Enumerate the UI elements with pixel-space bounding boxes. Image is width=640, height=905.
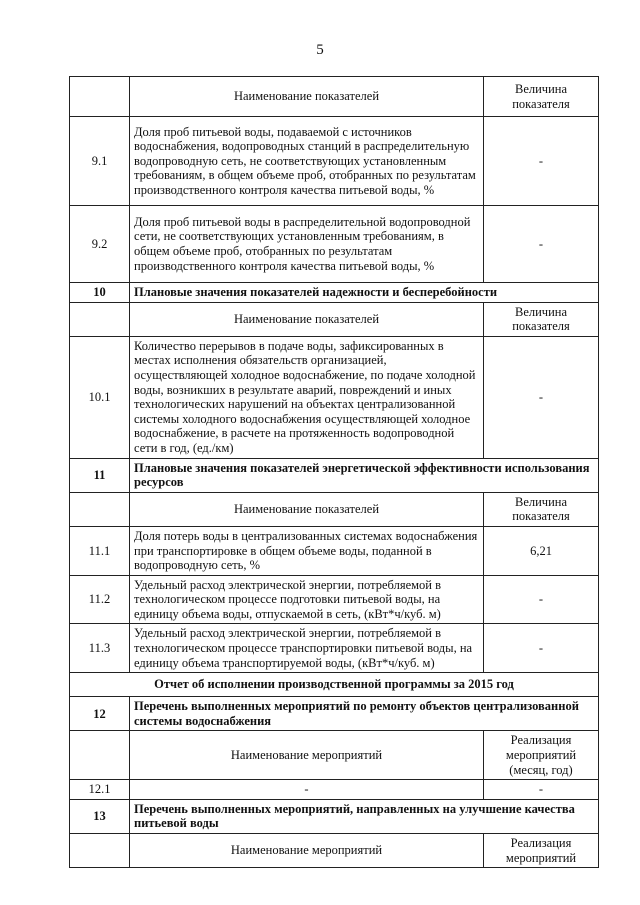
header-empty-cell: [70, 77, 130, 117]
table-header-row: [70, 492, 599, 526]
row-value: -: [484, 575, 599, 624]
indicators-table: [69, 76, 599, 868]
header-name-cell: Наименование показателей: [130, 492, 484, 526]
report-title-row: [70, 673, 599, 697]
row-number: 11.2: [70, 575, 130, 624]
row-description: -: [130, 780, 484, 800]
row-value: -: [484, 780, 599, 800]
table-header-row: [70, 77, 599, 117]
table-row: [70, 526, 599, 575]
row-value: -: [484, 336, 599, 458]
header-name-cell: Наименование мероприятий: [130, 731, 484, 780]
header-value-cell: Величина показателя: [484, 302, 599, 336]
table-header-row: [70, 302, 599, 336]
section-number: 10: [70, 283, 130, 303]
section-title: Плановые значения показателей энергетической эффективности использования ресурсов: [130, 458, 599, 492]
row-value: -: [484, 206, 599, 283]
table-row: [70, 780, 599, 800]
header-name-cell: Наименование показателей: [130, 77, 484, 117]
row-description: Доля проб питьевой воды в распределительной водопроводной сети, не соответствующих установленным требованиям, в общем объеме проб, отобранных по результатам производственного контроля качества питьевой воды, %: [130, 206, 484, 283]
section-title: Перечень выполненных мероприятий по ремонту объектов централизованной системы водоснабжения: [130, 697, 599, 731]
row-value: 6,21: [484, 526, 599, 575]
section-row: [70, 697, 599, 731]
header-name-cell: Наименование мероприятий: [130, 834, 484, 868]
section-title: Плановые значения показателей надежности и бесперебойности: [130, 283, 599, 303]
header-empty-cell: [70, 834, 130, 868]
table-header-row: [70, 834, 599, 868]
row-number: 9.1: [70, 117, 130, 206]
section-row: [70, 458, 599, 492]
row-number: 11.3: [70, 624, 130, 673]
table-row: [70, 336, 599, 458]
table-row: [70, 575, 599, 624]
table-row: [70, 624, 599, 673]
header-value-cell: Реализация мероприятий (месяц, год): [484, 731, 599, 780]
header-empty-cell: [70, 302, 130, 336]
section-number: 13: [70, 799, 130, 833]
table-row: [70, 206, 599, 283]
header-empty-cell: [70, 731, 130, 780]
row-number: 12.1: [70, 780, 130, 800]
row-description: Доля потерь воды в централизованных системах водоснабжения при транспортировке в общем объеме воды, поданной в водопроводную сеть, %: [130, 526, 484, 575]
header-value-cell: Величина показателя: [484, 492, 599, 526]
page-number: 5: [316, 42, 324, 58]
section-title: Перечень выполненных мероприятий, направленных на улучшение качества питьевой воды: [130, 799, 599, 833]
section-number: 12: [70, 697, 130, 731]
row-description: Удельный расход электрической энергии, потребляемой в технологическом процессе подготовки питьевой воды, на единицу объема воды, отпускаемой в сеть, (кВт*ч/куб. м): [130, 575, 484, 624]
row-number: 10.1: [70, 336, 130, 458]
section-number: 11: [70, 458, 130, 492]
row-description: Количество перерывов в подаче воды, зафиксированных в местах исполнения обязательств организацией, осуществляющей холодное водоснабжение, по подаче холодной воды, возникших в результате аварий, повреждений и иных технологических нарушений на объектах централизованной системы холодного водоснабжения осуществляющей холодное водоснабжение, в расчете на протяженность водопроводной сети в год, (ед./км): [130, 336, 484, 458]
header-value-cell: Величина показателя: [484, 77, 599, 117]
header-value-cell: Реализация мероприятий: [484, 834, 599, 868]
row-value: -: [484, 624, 599, 673]
row-number: 11.1: [70, 526, 130, 575]
section-row: [70, 283, 599, 303]
report-title: Отчет об исполнении производственной программы за 2015 год: [70, 673, 599, 697]
row-number: 9.2: [70, 206, 130, 283]
row-description: Удельный расход электрической энергии, потребляемой в технологическом процессе транспортировки питьевой воды, на единицу объема транспортируемой воды, (кВт*ч/куб. м): [130, 624, 484, 673]
table-header-row: [70, 731, 599, 780]
row-description: Доля проб питьевой воды, подаваемой с источников водоснабжения, водопроводных станций в распределительную водопроводную сеть, не соответствующих установленным требованиям, в общем объеме проб, отобранных по результатам производственного контроля качества питьевой воды, %: [130, 117, 484, 206]
header-name-cell: Наименование показателей: [130, 302, 484, 336]
header-empty-cell: [70, 492, 130, 526]
row-value: -: [484, 117, 599, 206]
table-row: [70, 117, 599, 206]
section-row: [70, 799, 599, 833]
